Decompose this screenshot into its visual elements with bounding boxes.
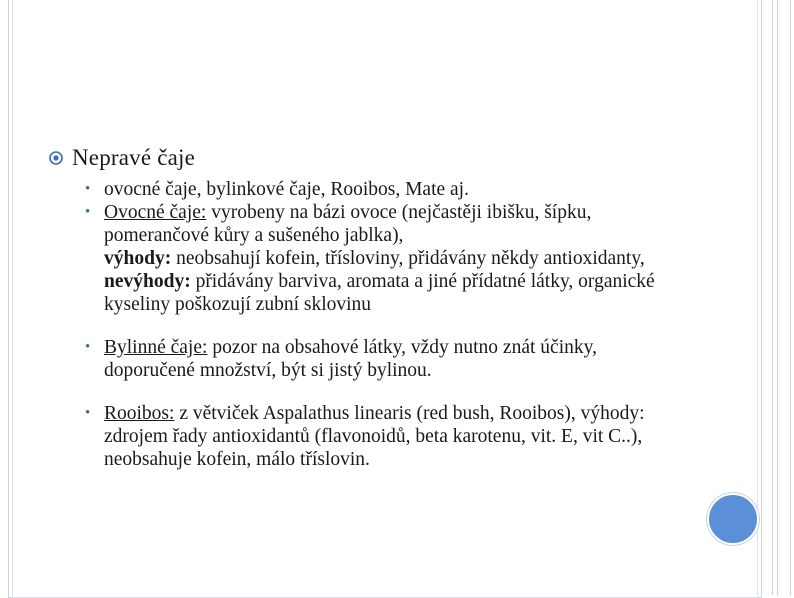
item-text: z větviček Aspalathus linearis (red bush, Rooibos), výhody: zdrojem řady antioxidantů (flavonoidů, beta karotenu, vit. E, vit C..), neobsahuje kofein, málo tříslovin. xyxy=(104,403,645,470)
cons-label: nevýhody: xyxy=(104,271,191,292)
side-rule xyxy=(790,0,791,595)
item-text: ovocné čaje, bylinkové čaje, Rooibos, Mate aj. xyxy=(104,179,469,200)
decorative-circle xyxy=(707,493,759,545)
list-item xyxy=(82,402,682,471)
item-term: Bylinné čaje: xyxy=(104,337,208,358)
bullet-icon: • xyxy=(85,181,91,197)
item-text: vyrobeny na bázi ovoce (nejčastěji ibišku, šípku, pomerančové kůry a sušeného jablka), xyxy=(104,202,592,246)
bullet-list xyxy=(82,178,682,471)
bullet-icon: • xyxy=(85,339,91,355)
pros-text: neobsahují kofein, třísloviny, přidávány někdy antioxidanty, xyxy=(171,248,645,269)
bullet-icon: • xyxy=(85,405,91,421)
cons-text: přidávány barviva, aromata a jiné přídatné látky, organické kyseliny poškozují zubní sklovinu xyxy=(104,271,655,315)
section-heading xyxy=(49,145,195,171)
side-rule xyxy=(777,0,778,595)
side-rule xyxy=(772,0,773,595)
item-term: Ovocné čaje: xyxy=(104,202,207,223)
pros-label: výhody: xyxy=(104,248,172,269)
item-text: pozor na obsahové látky, vždy nutno znát účinky, doporučené množství, být si jistý bylinou. xyxy=(104,337,597,381)
bullet-icon: • xyxy=(85,204,91,220)
item-term: Rooibos: xyxy=(104,403,175,424)
list-item xyxy=(82,201,682,316)
heading-bullet-icon xyxy=(49,151,63,165)
list-item xyxy=(82,178,682,201)
list-item xyxy=(82,336,682,382)
heading-title: Nepravé čaje xyxy=(72,145,196,170)
